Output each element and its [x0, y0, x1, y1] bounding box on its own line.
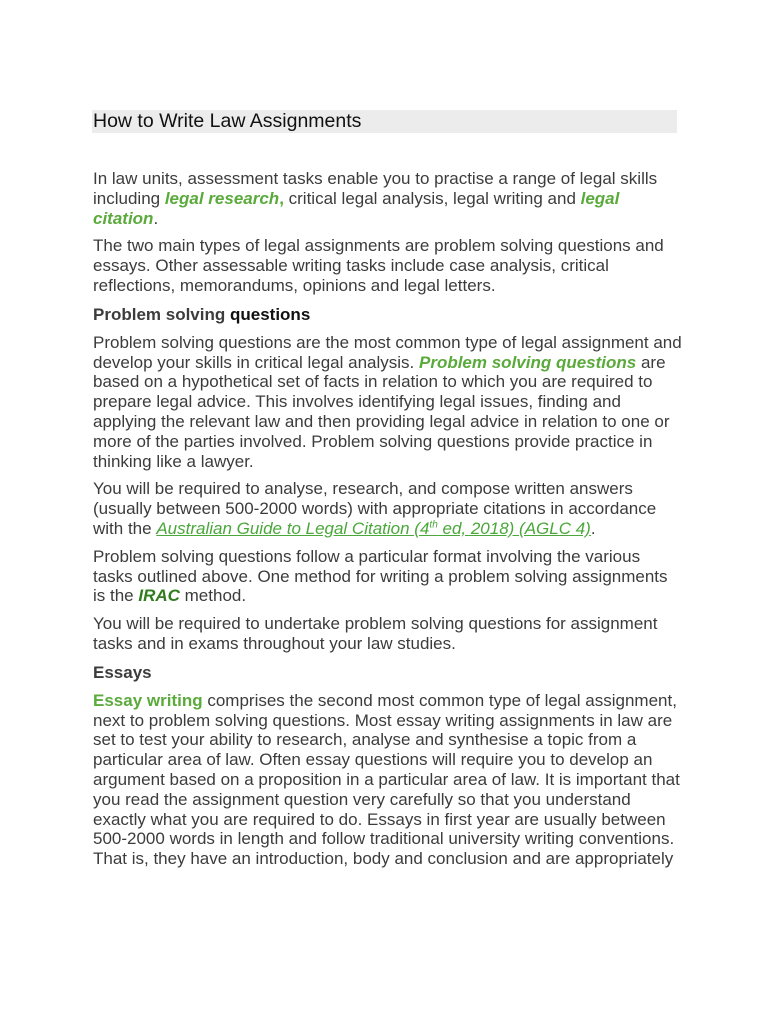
aglc-link-sup: th: [429, 519, 438, 531]
irac-link[interactable]: IRAC: [138, 586, 180, 606]
document-page: [93, 110, 683, 869]
problem-heading-part1: Problem solving: [93, 304, 230, 324]
legal-research-link[interactable]: legal research: [164, 188, 280, 208]
citation-text-end: .: [590, 518, 596, 538]
citation-paragraph: [93, 479, 683, 538]
problem-solving-heading: [93, 305, 683, 325]
format-text-after: method.: [179, 586, 247, 606]
problem-text-before: Problem solving questions are the most common type of legal assignment and develop your skills in critical legal analysis.: [93, 332, 682, 372]
undertake-paragraph: You will be required to undertake problem solving questions for assignment tasks and in exams throughout your law studies.: [93, 614, 658, 653]
essay-writing-link[interactable]: Essay writing: [93, 690, 203, 710]
format-text-before: Problem solving questions follow a particular format involving the various tasks outlined above. One method for writing a problem solving assignments is the: [93, 546, 668, 606]
essays-text-after: comprises the second most common type of legal assignment, next to problem solving questions. Most essay writing assignments in law are set to test your ability to research, analyse and synthesise a topic from a particular area of law. Often essay questions will require you to develop an argument based on a proposition in a particular area of law. It is important that you read the assignment question very carefully so that you understand exactly what you are required to do. Essays in first year are usually between 500-2000 words in length and follow traditional university writing conventions. That is, they have an introduction, body and conclusion and are appropriately: [93, 690, 680, 869]
intro-comma: ,: [279, 188, 284, 208]
assignment-types-paragraph: The two main types of legal assignments are problem solving questions and essays. Other assessable writing tasks include case analysis, critical reflections, memorandums, opinions and legal letters.: [93, 236, 664, 295]
format-paragraph: [93, 547, 683, 606]
intro-text-end: .: [153, 208, 159, 228]
problem-solving-questions-link[interactable]: Problem solving questions: [418, 352, 637, 372]
intro-text-start: In law units, assessment tasks enable you to practise a range of legal skills including: [93, 169, 658, 208]
problem-heading-part2: questions: [229, 304, 311, 324]
intro-text-middle: critical legal analysis, legal writing and: [283, 188, 581, 208]
citation-text-before: You will be required to analyse, research, and compose written answers (usually between 500-2000 words) with appropriate citations in accordance with the: [93, 479, 657, 538]
legal-citation-link[interactable]: legal citation: [93, 188, 620, 228]
aglc-link[interactable]: [156, 519, 591, 538]
problem-text-after: are based on a hypothetical set of facts in relation to which you are required to prepare legal advice. This involves identifying legal issues, finding and applying the relevant law and then providing legal advice in relation to one or more of the parties involved. Problem solving questions provide practice in thinking like a lawyer.: [93, 352, 670, 471]
essays-heading: Essays: [93, 662, 152, 682]
problem-solving-paragraph: [93, 333, 683, 472]
page-title: How to Write Law Assignments: [92, 110, 677, 133]
aglc-link-part2: ed, 2018) (AGLC 4): [437, 518, 591, 538]
intro-paragraph: [93, 169, 683, 228]
aglc-link-part1: Australian Guide to Legal Citation (4: [156, 518, 430, 538]
essays-paragraph: [93, 691, 683, 869]
